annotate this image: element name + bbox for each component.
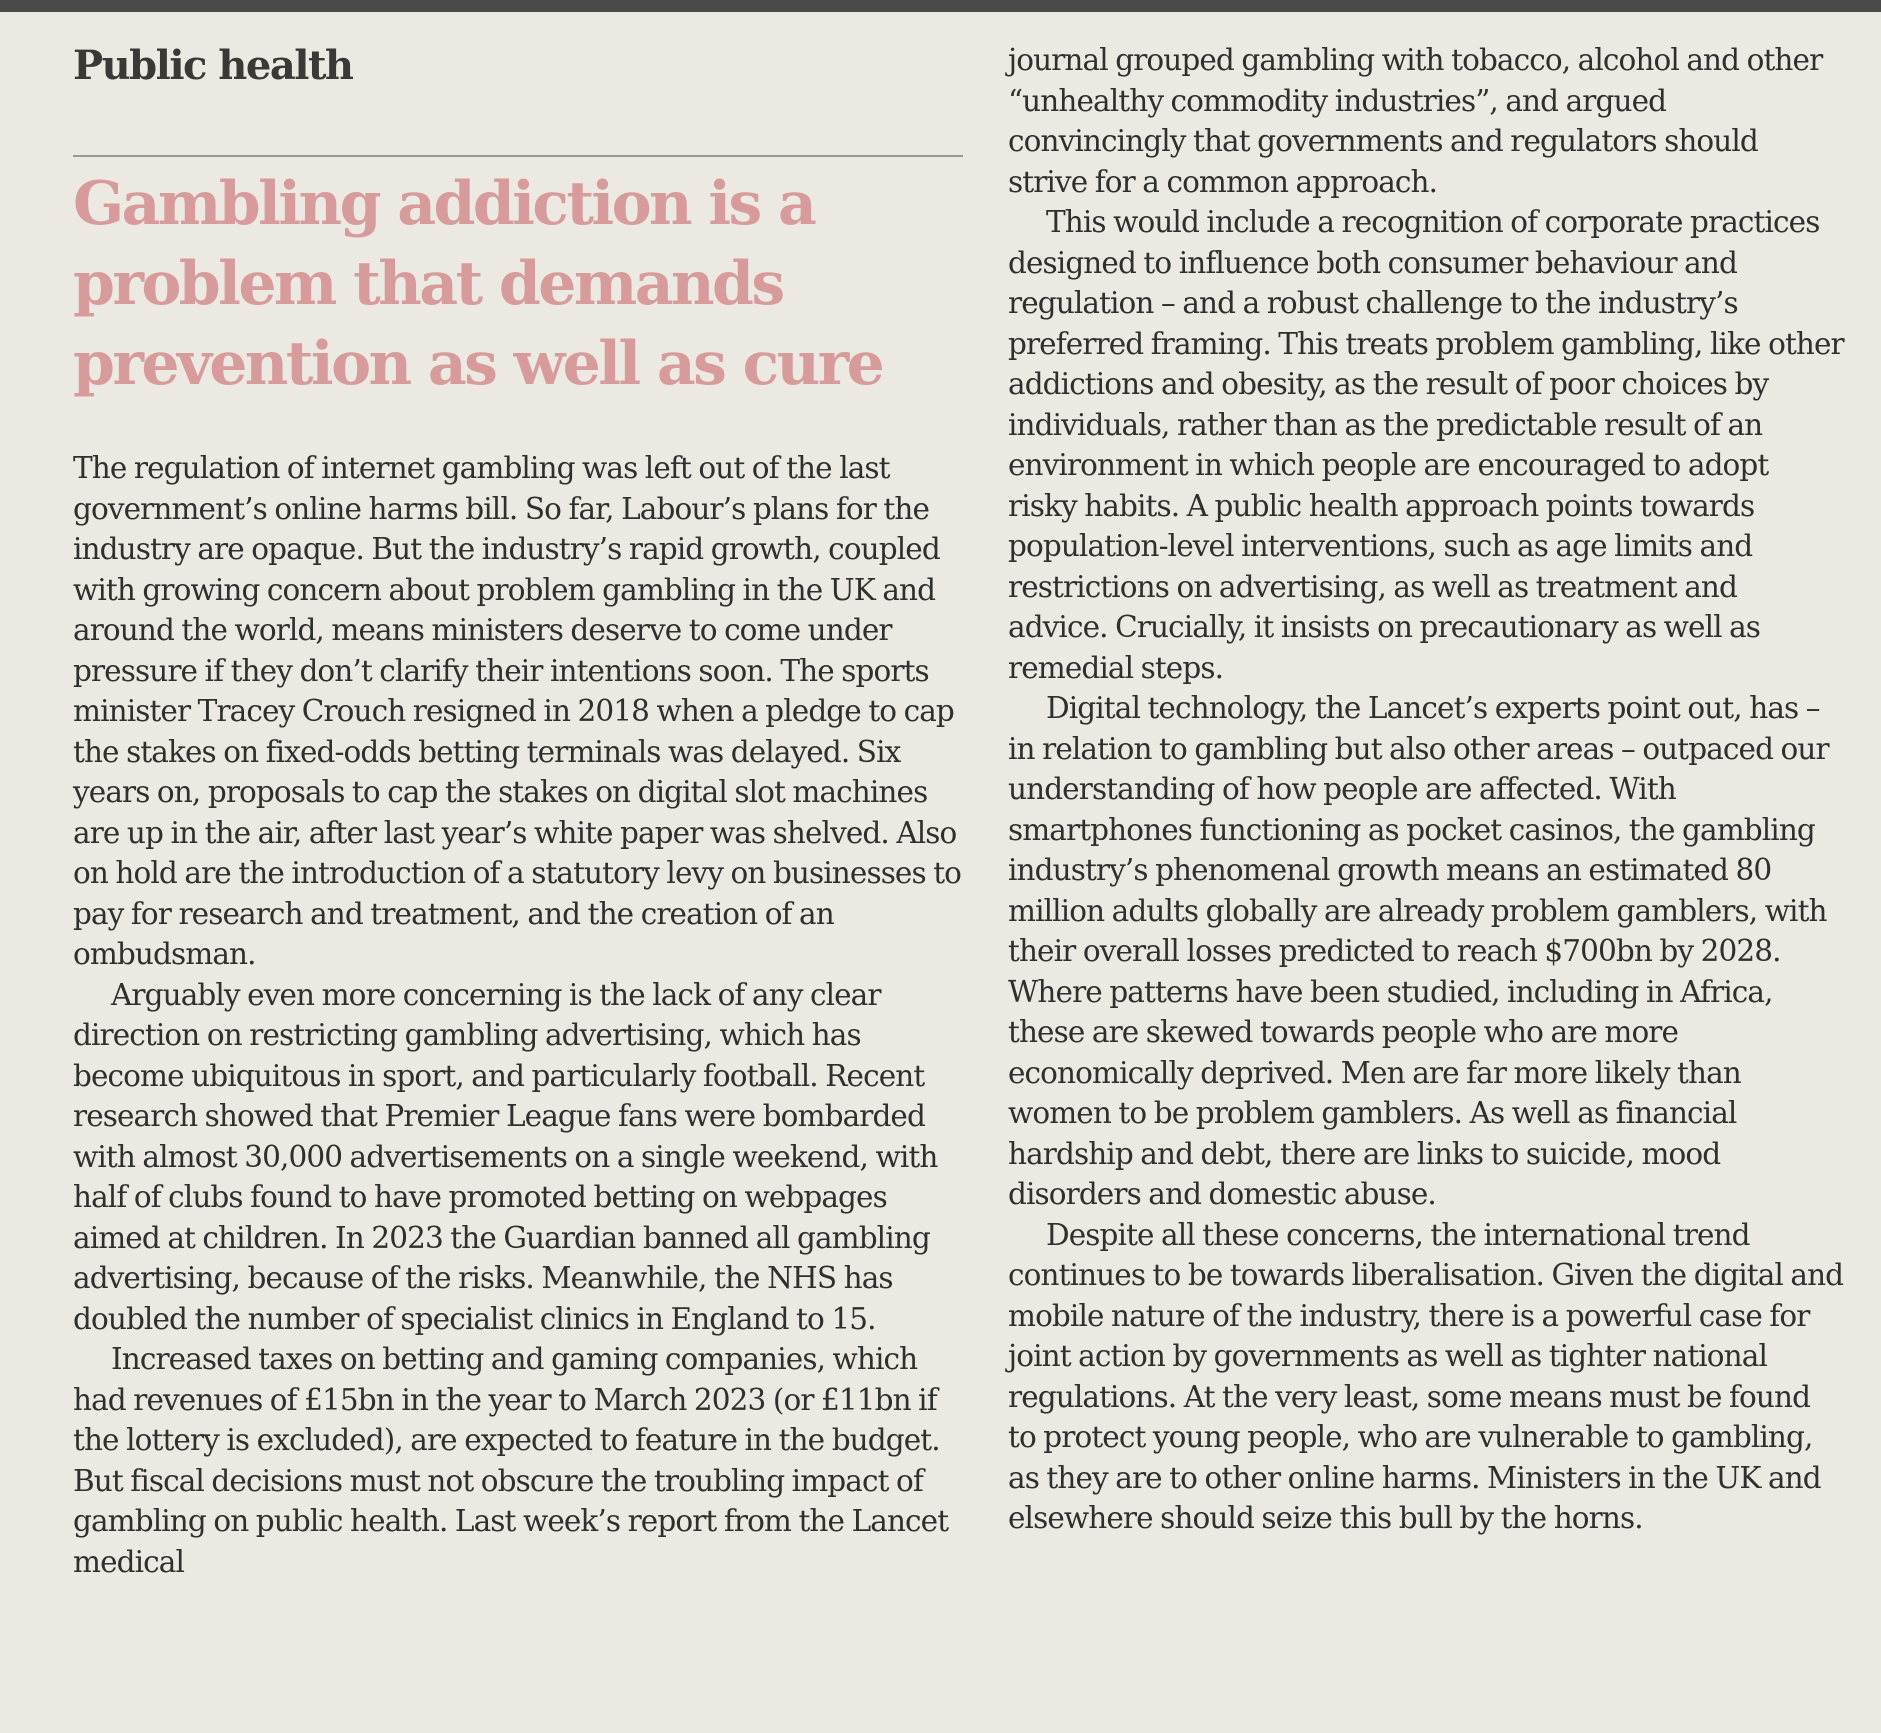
paragraph-5: Digital technology, the Lancet’s experts point out, has – in relation to gambling but also other areas – outpaced our understanding of how people are affected. With smartphones functioning as pocket casinos, the gambling industry’s phenomenal growth means an estimated 80 million adults globally are already problem gamblers, with their overall losses predicted to reach $700bn by 2028. Where patterns have been studied, including in Africa, these are skewed towards people who are more economically deprived. Men are far more likely than women to be problem gamblers. As well as financial hardship and debt, there are links to suicide, mood disorders and domestic abuse. [1008, 691, 1829, 1211]
paragraph-3-continued: journal grouped gambling with tobacco, alcohol and other “unhealthy commodity industries”, and argued convincingly that governments and regulators should strive for a common approach. [1008, 43, 1823, 199]
paragraph-4: This would include a recognition of corporate practices designed to influence both consumer behaviour and regulation – and a robust challenge to the industry’s preferred framing. This treats problem gambling, like other addictions and obesity, as the result of poor choices by individuals, rather than as the predictable result of an environment in which people are encouraged to adopt risky habits. A public health approach points towards population-level interventions, such as age limits and restrictions on advertising, as well as treatment and advice. Crucially, it insists on precautionary as well as remedial steps. [1008, 205, 1844, 685]
section-label: Public health [73, 42, 353, 89]
body-text-left [73, 448, 963, 1582]
headline: Gambling addiction is a problem that demands prevention as well as cure [73, 169, 883, 399]
paragraph-3: Increased taxes on betting and gaming companies, which had revenues of £15bn in the year to March 2023 (or £11bn if the lottery is excluded), are expected to feature in the budget. But fiscal decisions must not obscure the troubling impact of gambling on public health. Last week’s report from the Lancet medical [73, 1342, 949, 1579]
headline-divider [73, 155, 963, 157]
body-text-right [1008, 40, 1844, 1539]
paragraph-6: Despite all these concerns, the international trend continues to be towards liberalisation. Given the digital and mobile nature of the industry, there is a powerful case for joint action by governments as well as tighter national regulations. At the very least, some means must be found to protect young people, who are vulnerable to gambling, as they are to other online harms. Ministers in the UK and elsewhere should seize this bull by the horns. [1008, 1217, 1844, 1535]
paragraph-2: Arguably even more concerning is the lack of any clear direction on restricting gambling advertising, which has become ubiquitous in sport, and particularly football. Recent research showed that Premier League fans were bombarded with almost 30,000 advertisements on a single weekend, with half of clubs found to have promoted betting on webpages aimed at children. In 2023 the Guardian banned all gambling advertising, because of the risks. Meanwhile, the NHS has doubled the number of specialist clinics in England to 15. [73, 977, 938, 1336]
top-border-rule [0, 0, 1881, 12]
paragraph-1: The regulation of internet gambling was left out of the last government’s online harms bill. So far, Labour’s plans for the industry are opaque. But the industry’s rapid growth, coupled with growing concern about problem gambling in the UK and around the world, means ministers deserve to come under pressure if they don’t clarify their intentions soon. The sports minister Tracey Crouch resigned in 2018 when a pledge to cap the stakes on fixed-odds betting terminals was delayed. Six years on, proposals to cap the stakes on digital slot machines are up in the air, after last year’s white paper was shelved. Also on hold are the introduction of a statutory levy on businesses to pay for research and treatment, and the creation of an ombudsman. [73, 451, 962, 971]
